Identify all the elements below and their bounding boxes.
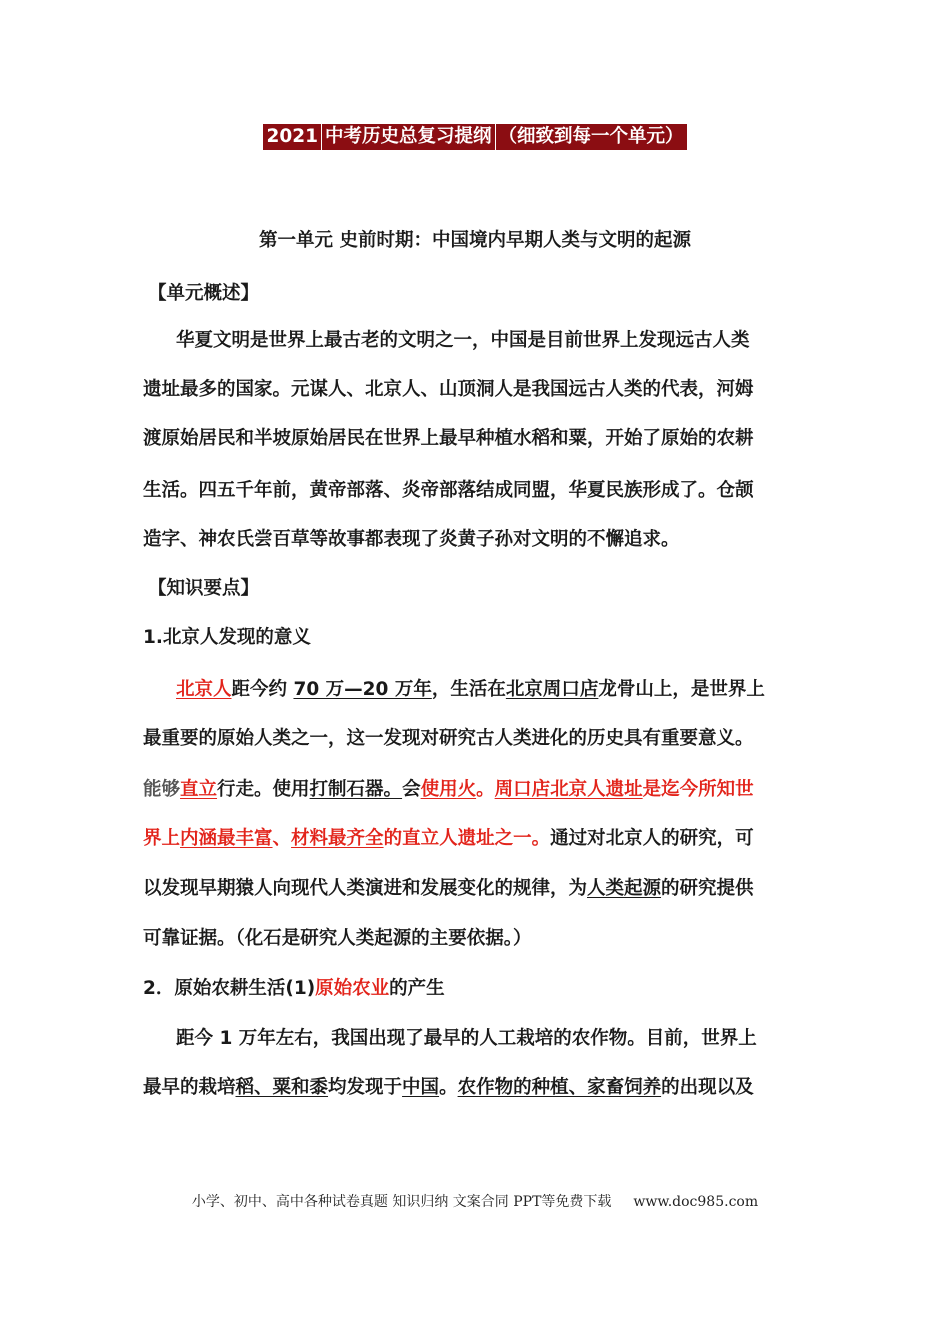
overview-line-2: 遗址最多的国家。元谋人、北京人、山顶洞人是我国远古人类的代表，河姆 xyxy=(143,379,754,400)
keyword-crops: 稻、粟和黍 xyxy=(235,1077,329,1098)
point1-heading: 1.北京人发现的意义 xyxy=(143,627,311,648)
point1-line-5: 以发现早期猿人向现代人类演进和发展变化的规律，为人类起源的研究提供 xyxy=(143,878,754,899)
title-year: 2021 xyxy=(263,124,321,150)
point2-heading: 2．原始农耕生活(1)原始农业的产生 xyxy=(143,978,445,999)
point2-line-1: 距今 1 万年左右，我国出现了最早的人工栽培的农作物。目前，世界上 xyxy=(176,1028,757,1049)
keyword-fire: 使用火 xyxy=(420,779,477,800)
point1-line-3: 能够直立行走。使用打制石器。会使用火。周口店北京人遗址是迄今所知世 xyxy=(143,779,754,800)
keyword-stone-tools: 打制石器。 xyxy=(309,779,403,800)
footer-text: 小学、初中、高中各种试卷真题 知识归纳 文案合同 PPT等免费下载 xyxy=(191,1194,612,1210)
point1-line-1: 北京人距今约 70 万—20 万年，生活在北京周口店龙骨山上，是世界上 xyxy=(176,679,765,700)
keyword-human-origin: 人类起源 xyxy=(587,878,662,899)
point1-line-6: 可靠证据。（化石是研究人类起源的主要依据。） xyxy=(143,928,532,949)
unit-title: 第一单元 史前时期：中国境内早期人类与文明的起源 xyxy=(259,230,691,251)
section-overview-heading: 【单元概述】 xyxy=(148,283,260,304)
section-points-heading: 【知识要点】 xyxy=(148,578,260,599)
keyword-primitive-agriculture: 原始农业 xyxy=(315,978,390,999)
keyword-site: 周口店北京人遗址 xyxy=(494,779,643,800)
keyword-farming: 农作物的种植、家畜饲养 xyxy=(457,1077,662,1098)
keyword-age: 70 万—20 万年 xyxy=(293,679,432,700)
overview-line-4: 生活。四五千年前，黄帝部落、炎帝部落结成同盟，华夏民族形成了。仓颉 xyxy=(143,480,754,501)
keyword-richest: 内涵最丰富 xyxy=(180,828,273,849)
footer-site-link[interactable]: www.doc985.com xyxy=(633,1194,759,1210)
title-subtitle: （细致到每一个单元） xyxy=(495,124,687,150)
page-footer xyxy=(0,1192,950,1212)
point1-line-4: 界上内涵最丰富、材料最齐全的直立人遗址之一。通过对北京人的研究，可 xyxy=(143,828,754,849)
keyword-upright: 直立 xyxy=(180,779,218,800)
keyword-china: 中国 xyxy=(402,1077,440,1098)
overview-line-5: 造字、神农氏尝百草等故事都表现了炎黄子孙对文明的不懈追求。 xyxy=(143,529,680,550)
point2-line-2: 最早的栽培稻、粟和黍均发现于中国。农作物的种植、家畜饲养的出现以及 xyxy=(143,1077,754,1098)
keyword-complete: 材料最齐全 xyxy=(291,828,384,849)
keyword-zhoukoudian: 北京周口店 xyxy=(505,679,599,700)
document-title xyxy=(0,124,950,150)
overview-line-1: 华夏文明是世界上最古老的文明之一，中国是目前世界上发现远古人类 xyxy=(176,330,750,351)
keyword-peking-man: 北京人 xyxy=(176,679,232,700)
overview-line-3: 渡原始居民和半坡原始居民在世界上最早种植水稻和粟，开始了原始的农耕 xyxy=(143,428,754,449)
point1-line-2: 最重要的原始人类之一，这一发现对研究古人类进化的历史具有重要意义。 xyxy=(143,728,754,749)
title-main: 中考历史总复习提纲 xyxy=(321,124,495,150)
